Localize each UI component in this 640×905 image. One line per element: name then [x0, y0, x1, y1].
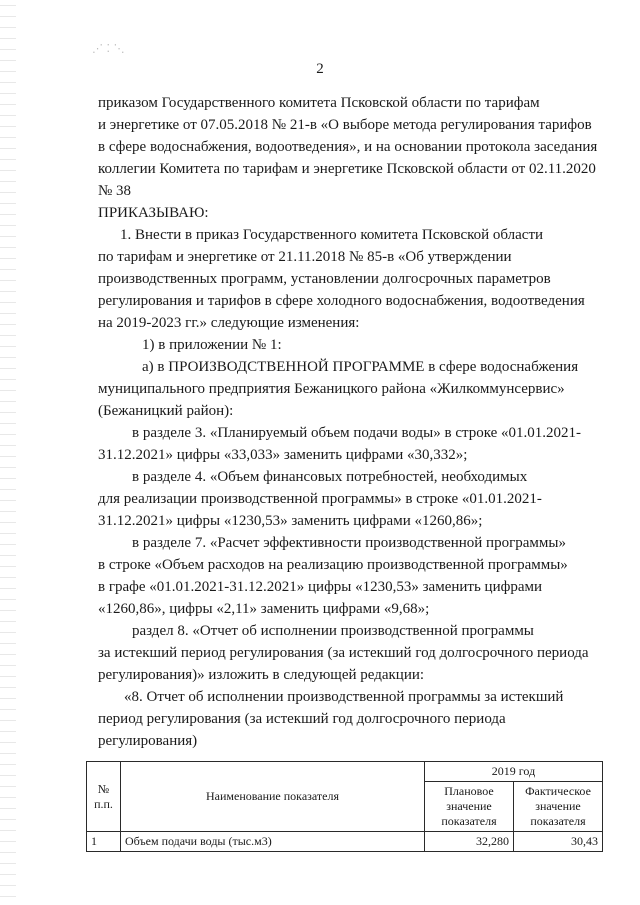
row-number: 1: [87, 832, 121, 852]
section-8-paragraph: [98, 620, 603, 686]
text-line: в разделе 4. «Объем финансовых потребностей, необходимых: [132, 469, 528, 485]
text-line: муниципального предприятия Бежаницкого района «Жилкоммунсервис»: [98, 381, 565, 397]
text-line: «8. Отчет об исполнении производственной программы за истекший: [124, 689, 564, 705]
text-line: в сфере водоснабжения, водоотведения», и на основании протокола заседания: [98, 139, 598, 155]
text-line: № 38: [98, 183, 132, 199]
table-row: [87, 832, 603, 852]
text-line: регулирования и тарифов в сфере холодного водоснабжения, водоотведения: [98, 293, 585, 309]
document-body: [91, 92, 603, 852]
text-line: 31.12.2021» цифры «1230,53» заменить цифрами «1260,86»;: [98, 513, 483, 529]
column-header-year: 2019 год: [425, 762, 603, 782]
section-4-paragraph: [98, 466, 603, 532]
column-header-fact: Фактическое значение показателя: [514, 782, 603, 832]
order-heading: [98, 202, 603, 224]
text-line: и энергетике от 07.05.2018 № 21-в «О выборе метода регулирования тарифов: [98, 117, 592, 133]
page-number: 2: [316, 61, 324, 77]
text-line: раздел 8. «Отчет об исполнении производственной программы: [132, 623, 534, 639]
column-header-number: № п.п.: [87, 762, 121, 832]
text-line: производственных программ, установлении долгосрочных параметров: [98, 271, 551, 287]
text-line: за истекший период регулирования (за истекший год долгосрочного периода: [98, 645, 589, 661]
text-line: для реализации производственной программы» в строке «01.01.2021-: [98, 491, 542, 507]
text-line: период регулирования (за истекший год долгосрочного периода: [98, 711, 506, 727]
quoted-section-heading: [98, 686, 603, 752]
scan-artifact: ⋰ ⁚ ⋱: [92, 42, 125, 55]
row-fact-value: 30,43: [514, 832, 603, 852]
column-header-indicator: Наименование показателя: [121, 762, 425, 832]
text-line: (Бежаницкий район):: [98, 403, 234, 419]
scan-edge: [0, 0, 16, 905]
text-line: 1) в приложении № 1:: [142, 337, 282, 353]
text-line: в строке «Объем расходов на реализацию производственной программы»: [98, 557, 568, 573]
section-7-paragraph: [98, 532, 603, 620]
report-table: [86, 761, 603, 852]
row-indicator: Объем подачи воды (тыс.м3): [121, 832, 425, 852]
table-header-row: [87, 762, 603, 782]
column-header-plan: Плановое значение показателя: [425, 782, 514, 832]
text-line: коллегии Комитета по тарифам и энергетике Псковской области от 02.11.2020: [98, 161, 596, 177]
text-line: а) в ПРОИЗВОДСТВЕННОЙ ПРОГРАММЕ в сфере водоснабжения: [142, 359, 579, 375]
text-line: 1. Внести в приказ Государственного комитета Псковской области: [120, 227, 544, 243]
text-line: 31.12.2021» цифры «33,033» заменить цифрами «30,332»;: [98, 447, 468, 463]
text-line: регулирования)» изложить в следующей редакции:: [98, 667, 425, 683]
text-line: в разделе 7. «Расчет эффективности производственной программы»: [132, 535, 566, 551]
text-line: приказом Государственного комитета Псковской области по тарифам: [98, 95, 540, 111]
text-line: регулирования): [98, 733, 198, 749]
subitem-1-paragraph: [98, 334, 603, 356]
text-line: в разделе 3. «Планируемый объем подачи воды» в строке «01.01.2021-: [132, 425, 582, 441]
text-line: «1260,86», цифры «2,11» заменить цифрами «9,68»;: [98, 601, 430, 617]
row-plan-value: 32,280: [425, 832, 514, 852]
item-1-paragraph: [98, 224, 603, 334]
text-line: ПРИКАЗЫВАЮ:: [98, 205, 209, 221]
text-line: по тарифам и энергетике от 21.11.2018 № 85-в «Об утверждении: [98, 249, 512, 265]
subitem-a-paragraph: [98, 356, 603, 422]
section-3-paragraph: [98, 422, 603, 466]
intro-paragraph: [98, 92, 603, 202]
text-line: в графе «01.01.2021-31.12.2021» цифры «1230,53» заменить цифрами: [98, 579, 543, 595]
text-line: на 2019-2023 гг.» следующие изменения:: [98, 315, 360, 331]
